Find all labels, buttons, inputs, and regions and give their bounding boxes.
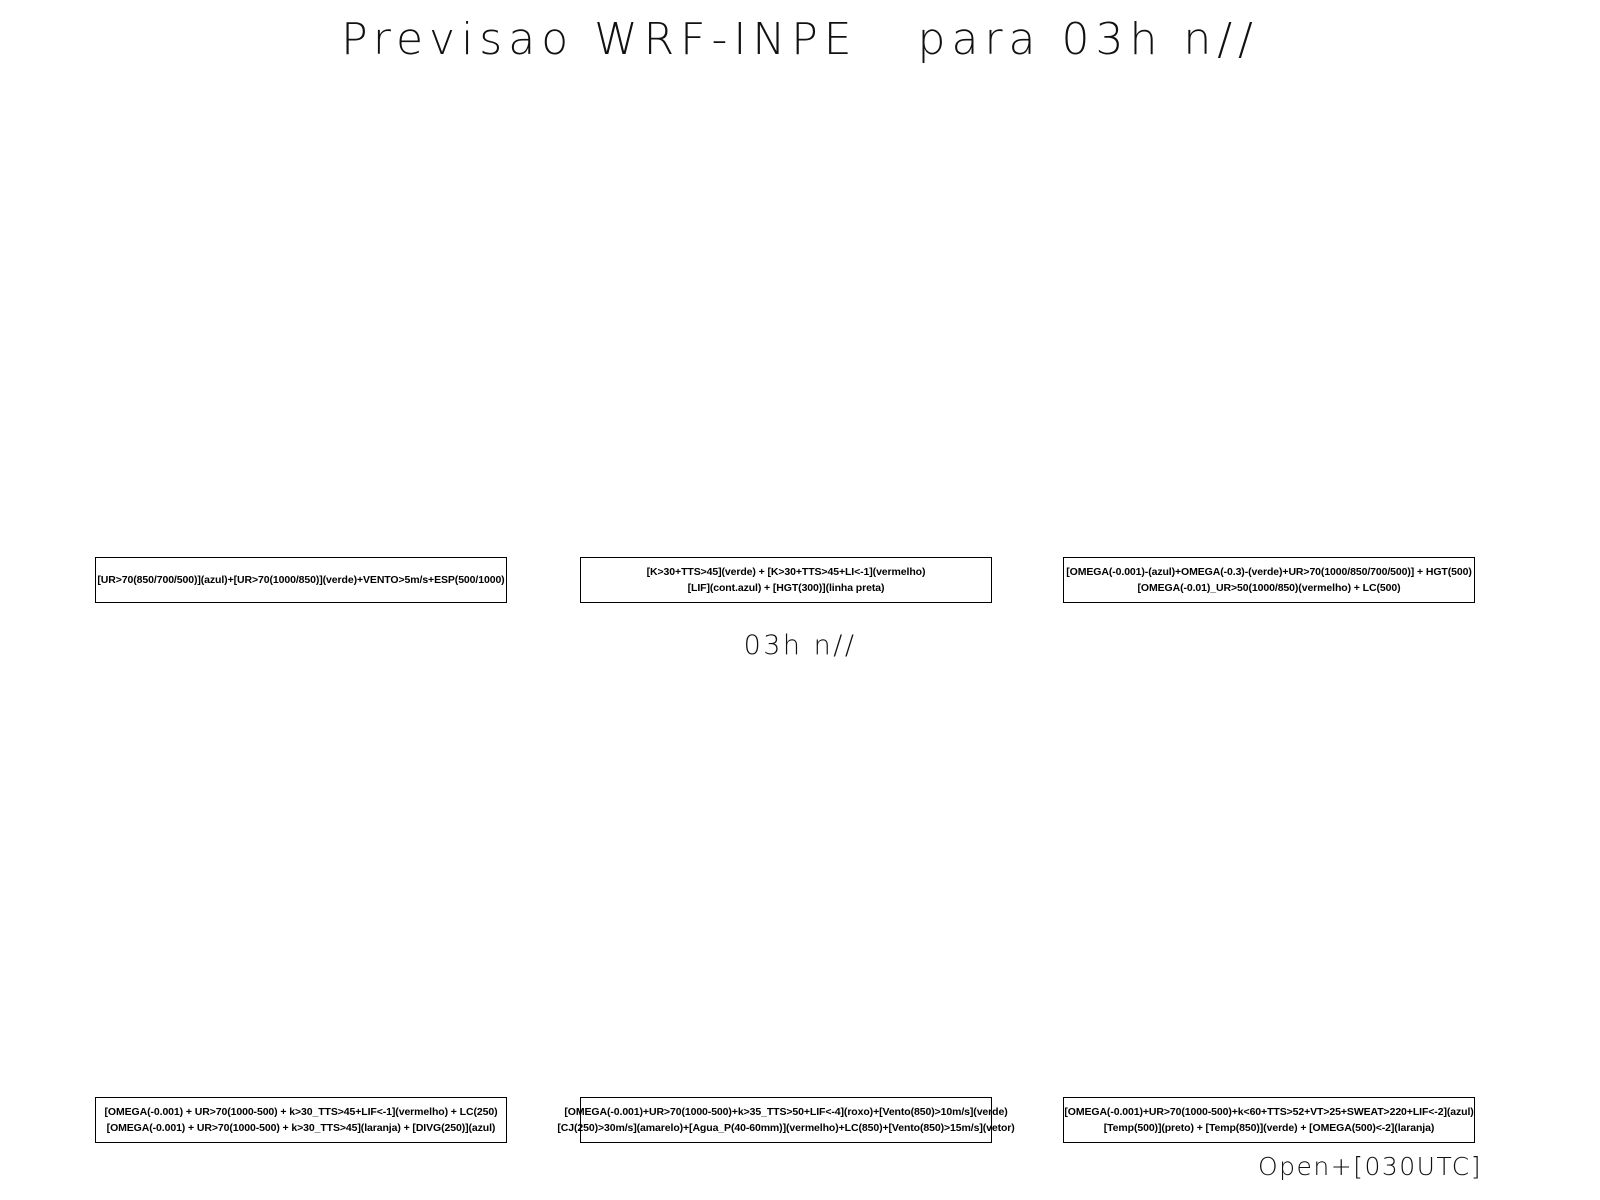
legend-box-3 bbox=[1063, 557, 1475, 603]
mid-caption: 03h n// bbox=[743, 630, 857, 661]
page-title: Previsao WRF-INPE para 03h n// bbox=[341, 14, 1259, 65]
legend-line: [UR>70(850/700/500)](azul)+[UR>70(1000/850)](verde)+VENTO>5m/s+ESP(500/1000) bbox=[97, 573, 505, 586]
legend-line: [OMEGA(-0.001) + UR>70(1000-500) + k>30_TTS>45](laranja) + [DIVG(250)](azul) bbox=[106, 1122, 496, 1134]
legend-line: [OMEGA(-0.001)-(azul)+OMEGA(-0.3)-(verde)+UR>70(1000/850/700/500)] + HGT(500) bbox=[1066, 565, 1472, 578]
legend-line: [LIF](cont.azul) + [HGT(300)](linha preta) bbox=[687, 582, 885, 594]
legend-box-2 bbox=[580, 557, 992, 603]
legend-box-1 bbox=[95, 557, 507, 603]
legend-line: [OMEGA(-0.001) + UR>70(1000-500) + k>30_TTS>45+LIF<-1](vermelho) + LC(250) bbox=[104, 1105, 498, 1118]
legend-line: [Temp(500)](preto) + [Temp(850)](verde) + [OMEGA(500)<-2](laranja) bbox=[1103, 1122, 1435, 1134]
legend-line: [OMEGA(-0.001)+UR>70(1000-500)+k>35_TTS>50+LIF<-4](roxo)+[Vento(850)>10m/s](verde) bbox=[564, 1105, 1008, 1118]
legend-box-4 bbox=[95, 1097, 507, 1143]
legend-line: [CJ(250)>30m/s](amarelo)+[Agua_P(40-60mm)](vermelho)+LC(850)+[Vento(850)>15m/s](vetor) bbox=[557, 1122, 1015, 1134]
legend-box-6 bbox=[1063, 1097, 1475, 1143]
legend-line: [K>30+TTS>45](verde) + [K>30+TTS>45+LI<-1](vermelho) bbox=[646, 565, 926, 578]
footer-label: Open+[030UTC] bbox=[1257, 1152, 1482, 1181]
legend-box-5 bbox=[557, 1097, 1015, 1143]
legend-line: [OMEGA(-0.01)_UR>50(1000/850)(vermelho) + LC(500) bbox=[1137, 582, 1401, 594]
legend-line: [OMEGA(-0.001)+UR>70(1000-500)+k<60+TTS>52+VT>25+SWEAT>220+LIF<-2](azul) bbox=[1064, 1105, 1474, 1118]
